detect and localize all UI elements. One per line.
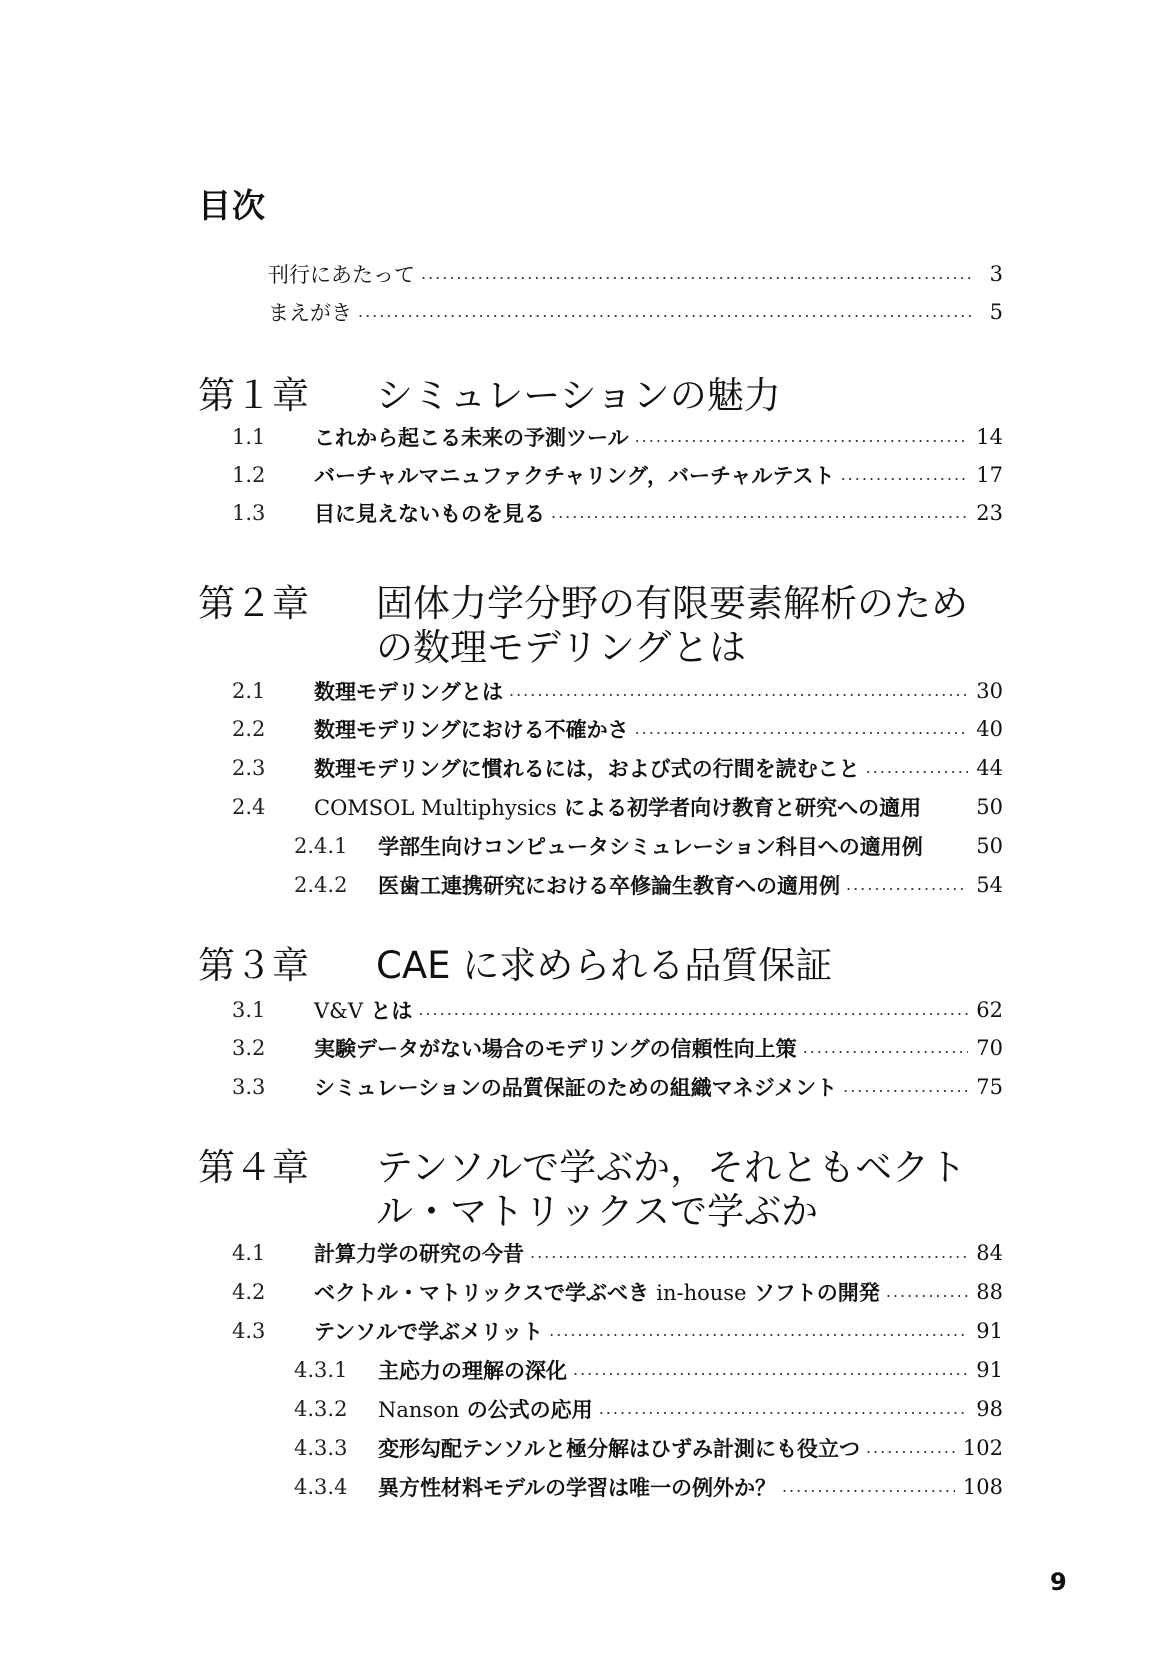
leader-dots bbox=[599, 1392, 969, 1426]
leader-dots bbox=[549, 1314, 968, 1348]
toc-entry-2-4-2[interactable] bbox=[294, 868, 1003, 902]
section-number: 4.3.3 bbox=[294, 1436, 348, 1460]
leader-dots bbox=[841, 458, 969, 492]
toc-entry-1-2[interactable] bbox=[232, 458, 1003, 492]
toc-entry-page: 88 bbox=[976, 1280, 1003, 1304]
leader-dots bbox=[418, 993, 968, 1027]
toc-entry-1-1[interactable] bbox=[232, 420, 1003, 454]
section-number: 2.4.1 bbox=[294, 834, 348, 858]
toc-entry-front-1[interactable] bbox=[268, 257, 1003, 291]
toc-entry-label-text: ソフトの開発 bbox=[753, 1280, 880, 1305]
toc-entry-label: 数理モデリングにおける不確かさ bbox=[314, 717, 629, 742]
chapter-number: 第２章 bbox=[198, 582, 309, 625]
toc-entry-label: 数理モデリングに慣れるには，および式の行間を読むこと bbox=[314, 756, 860, 781]
page-title: 目次 bbox=[198, 186, 266, 225]
toc-entry-label: 計算力学の研究の今昔 bbox=[314, 1241, 524, 1266]
section-number: 2.2 bbox=[232, 717, 266, 741]
toc-entry-label-text: ベクトル・マトリックスで学ぶべき bbox=[314, 1280, 649, 1305]
toc-entry-label-latin: in-house bbox=[656, 1281, 747, 1305]
toc-entry-label-latin: V&V bbox=[314, 999, 364, 1023]
toc-entry-label: 目に見えないものを見る bbox=[314, 501, 545, 526]
toc-entry-2-2[interactable] bbox=[232, 712, 1003, 746]
chapter-title: CAE に求められる品質保証 bbox=[376, 944, 833, 987]
leader-dots bbox=[635, 420, 969, 454]
toc-entry-label: 刊行にあたって bbox=[268, 263, 415, 287]
toc-entry-page: 50 bbox=[976, 834, 1003, 858]
leader-dots bbox=[929, 829, 969, 863]
toc-entry-page: 54 bbox=[976, 873, 1003, 897]
toc-entry-page: 5 bbox=[989, 300, 1003, 324]
section-number: 4.3.1 bbox=[294, 1358, 348, 1382]
page-number: 9 bbox=[1050, 1568, 1067, 1596]
section-number: 4.2 bbox=[232, 1280, 266, 1304]
section-number: 1.3 bbox=[232, 501, 266, 525]
toc-entry-page: 91 bbox=[976, 1358, 1003, 1382]
chapter-number: 第１章 bbox=[198, 374, 309, 417]
toc-entry-label-text: の公式の応用 bbox=[466, 1397, 593, 1422]
toc-entry-4-3-1[interactable] bbox=[294, 1353, 1003, 1387]
section-number: 2.4.2 bbox=[294, 873, 348, 897]
toc-entry-3-1[interactable] bbox=[232, 993, 1003, 1027]
leader-dots bbox=[509, 674, 968, 708]
toc-entry-label: 主応力の理解の深化 bbox=[378, 1358, 567, 1383]
toc-entry-label: シミュレーションの品質保証のための組織マネジメント bbox=[314, 1075, 838, 1100]
leader-dots bbox=[421, 257, 973, 291]
leader-dots bbox=[573, 1353, 968, 1387]
leader-dots bbox=[782, 1470, 955, 1504]
toc-entry-4-3[interactable] bbox=[232, 1314, 1003, 1348]
toc-entry-page: 44 bbox=[976, 756, 1003, 780]
leader-dots bbox=[843, 1070, 968, 1104]
section-number: 2.3 bbox=[232, 756, 266, 780]
toc-entry-4-2[interactable] bbox=[232, 1275, 1003, 1309]
leader-dots bbox=[846, 868, 968, 902]
section-number: 1.1 bbox=[232, 425, 266, 449]
toc-entry-label: 異方性材料モデルの学習は唯一の例外か？ bbox=[378, 1475, 776, 1500]
toc-entry-page: 108 bbox=[962, 1475, 1003, 1499]
section-number: 3.1 bbox=[232, 998, 266, 1022]
toc-entry-label: 数理モデリングとは bbox=[314, 679, 503, 704]
toc-entry-page: 75 bbox=[976, 1075, 1003, 1099]
toc-entry-label: 変形勾配テンソルと極分解はひずみ計測にも役立つ bbox=[378, 1436, 860, 1461]
toc-entry-4-1[interactable] bbox=[232, 1236, 1003, 1270]
toc-entry-page: 30 bbox=[976, 679, 1003, 703]
section-number: 4.3.2 bbox=[294, 1397, 348, 1421]
toc-entry-label bbox=[314, 792, 921, 822]
toc-entry-page: 102 bbox=[962, 1436, 1003, 1460]
toc-entry-4-3-3[interactable] bbox=[294, 1431, 1003, 1465]
toc-entry-label-latin: COMSOL Multiphysics bbox=[314, 796, 557, 820]
leader-dots bbox=[866, 1431, 955, 1465]
chapter-title: シミュレーションの魅力 bbox=[376, 374, 781, 417]
section-number: 2.1 bbox=[232, 679, 266, 703]
leader-dots bbox=[803, 1031, 969, 1065]
toc-entry-label bbox=[314, 1277, 880, 1307]
toc-entry-label bbox=[378, 1394, 593, 1424]
leader-dots bbox=[927, 790, 968, 824]
toc-entry-label: 実験データがない場合のモデリングの信頼性向上策 bbox=[314, 1036, 797, 1061]
toc-entry-3-3[interactable] bbox=[232, 1070, 1003, 1104]
toc-entry-page: 23 bbox=[976, 501, 1003, 525]
chapter-title: テンソルで学ぶか，それともベクトル・マトリックスで学ぶか bbox=[376, 1146, 967, 1233]
toc-entry-3-2[interactable] bbox=[232, 1031, 1003, 1065]
chapter-number: 第３章 bbox=[198, 944, 309, 987]
toc-entry-label-text: とは bbox=[370, 998, 413, 1023]
toc-entry-label-latin: Nanson bbox=[378, 1398, 460, 1422]
toc-entry-2-4[interactable] bbox=[232, 790, 1003, 824]
toc-entry-page: 84 bbox=[976, 1241, 1003, 1265]
leader-dots bbox=[530, 1236, 968, 1270]
chapter-number: 第４章 bbox=[198, 1146, 309, 1189]
toc-entry-page: 14 bbox=[976, 425, 1003, 449]
leader-dots bbox=[635, 712, 969, 746]
toc-entry-4-3-2[interactable] bbox=[294, 1392, 1003, 1426]
toc-entry-label: これから起こる未来の予測ツール bbox=[314, 425, 629, 450]
toc-entry-2-4-1[interactable] bbox=[294, 829, 1003, 863]
toc-entry-4-3-4[interactable] bbox=[294, 1470, 1003, 1504]
section-number: 1.2 bbox=[232, 463, 266, 487]
toc-entry-label bbox=[314, 995, 412, 1025]
toc-entry-label: バーチャルマニュファクチャリング，バーチャルテスト bbox=[314, 463, 835, 488]
section-number: 4.3.4 bbox=[294, 1475, 348, 1499]
toc-entry-label: 学部生向けコンピュータシミュレーション科目への適用例 bbox=[378, 834, 923, 859]
leader-dots bbox=[358, 295, 973, 329]
section-number: 3.3 bbox=[232, 1075, 266, 1099]
toc-entry-front-2[interactable] bbox=[268, 295, 1003, 329]
toc-entry-label: まえがき bbox=[268, 301, 352, 325]
toc-entry-label: テンソルで学ぶメリット bbox=[314, 1319, 544, 1344]
toc-entry-page: 70 bbox=[976, 1036, 1003, 1060]
toc-entry-page: 91 bbox=[976, 1319, 1003, 1343]
toc-entry-label: 医歯工連携研究における卒修論生教育への適用例 bbox=[378, 873, 840, 898]
leader-dots bbox=[551, 496, 968, 530]
toc-entry-2-1[interactable] bbox=[232, 674, 1003, 708]
leader-dots bbox=[886, 1275, 968, 1309]
toc-entry-page: 40 bbox=[976, 717, 1003, 741]
leader-dots bbox=[866, 751, 969, 785]
toc-entry-page: 62 bbox=[976, 998, 1003, 1022]
toc-entry-page: 50 bbox=[976, 795, 1003, 819]
section-number: 4.3 bbox=[232, 1319, 266, 1343]
toc-entry-1-3[interactable] bbox=[232, 496, 1003, 530]
toc-entry-label-text: による初学者向け教育と研究への適用 bbox=[564, 795, 922, 820]
toc-entry-2-3[interactable] bbox=[232, 751, 1003, 785]
section-number: 4.1 bbox=[232, 1241, 266, 1265]
toc-entry-page: 3 bbox=[989, 262, 1003, 286]
toc-entry-page: 98 bbox=[976, 1397, 1003, 1421]
toc-entry-page: 17 bbox=[976, 463, 1003, 487]
chapter-title: 固体力学分野の有限要素解析のための数理モデリングとは bbox=[376, 582, 968, 669]
section-number: 2.4 bbox=[232, 795, 266, 819]
section-number: 3.2 bbox=[232, 1036, 266, 1060]
